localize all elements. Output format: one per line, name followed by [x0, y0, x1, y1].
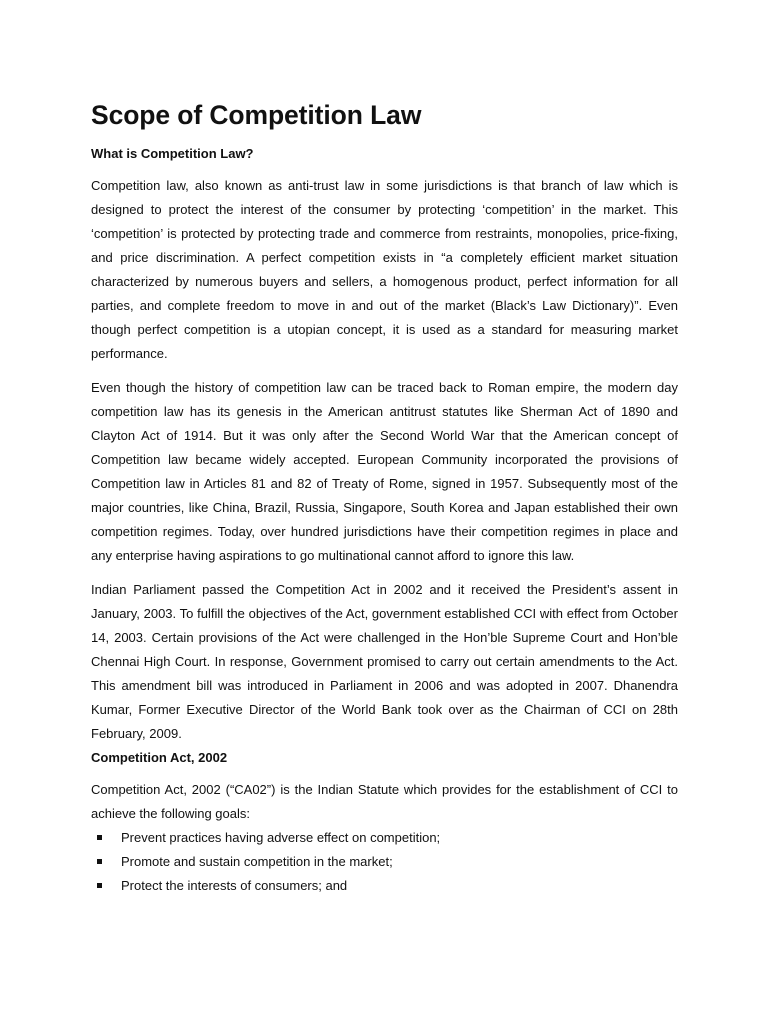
list-item [91, 826, 678, 850]
document-title: Scope of Competition Law [91, 100, 422, 130]
section-heading-competition-act: Competition Act, 2002 [91, 750, 228, 765]
list-item [91, 850, 678, 874]
list-item-text: Prevent practices having adverse effect on competition; [121, 830, 441, 845]
paragraph-history: Even though the history of competition law can be traced back to Roman empire, the modern day competition law has its genesis in the American antitrust statutes like Sherman Act of 1890 and Clayton Act of 1914. But it was only after the Second World War that the American concept of Competition law became widely accepted. European Community incorporated the provisions of Competition law in Articles 81 and 82 of Treaty of Rome, signed in 1957. Subsequently most of the major countries, like China, Brazil, Russia, Singapore, South Korea and Japan established their own competition regimes. Today, over hundred jurisdictions have their competition regimes in place and any enterprise having aspirations to go multinational cannot afford to ignore this law. [91, 380, 678, 563]
square-bullet-icon [97, 883, 102, 888]
document-page [91, 96, 678, 898]
list-item-text: Protect the interests of consumers; and [121, 878, 348, 893]
section-heading-what-is-competition-law: What is Competition Law? [91, 146, 254, 161]
list-item [91, 874, 678, 898]
paragraph-ca02-intro: Competition Act, 2002 (“CA02”) is the Indian Statute which provides for the establishment of CCI to achieve the following goals: [91, 782, 678, 821]
list-item-text: Promote and sustain competition in the market; [121, 854, 393, 869]
paragraph-definition: Competition law, also known as anti-trust law in some jurisdictions is that branch of law which is designed to protect the interest of the consumer by protecting ‘competition’ in the market. This ‘competition’ is protected by protecting trade and commerce from restraints, monopolies, price-fixing, and price discrimination. A perfect competition exists in “a completely efficient market situation characterized by numerous buyers and sellers, a homogenous product, perfect information for all parties, and complete freedom to move in and out of the market (Black’s Law Dictionary)”. Even though perfect competition is a utopian concept, it is used as a standard for measuring market performance. [91, 178, 678, 361]
square-bullet-icon [97, 835, 102, 840]
square-bullet-icon [97, 859, 102, 864]
paragraph-indian-parliament: Indian Parliament passed the Competition Act in 2002 and it received the President’s assent in January, 2003. To fulfill the objectives of the Act, government established CCI with effect from October 14, 2003. Certain provisions of the Act were challenged in the Hon’ble Supreme Court and Hon’ble Chennai High Court. In response, Government promised to carry out certain amendments to the Act. This amendment bill was introduced in Parliament in 2006 and was adopted in 2007. Dhanendra Kumar, Former Executive Director of the World Bank took over as the Chairman of CCI on 28th February, 2009. [91, 582, 678, 741]
goals-list [91, 826, 678, 898]
